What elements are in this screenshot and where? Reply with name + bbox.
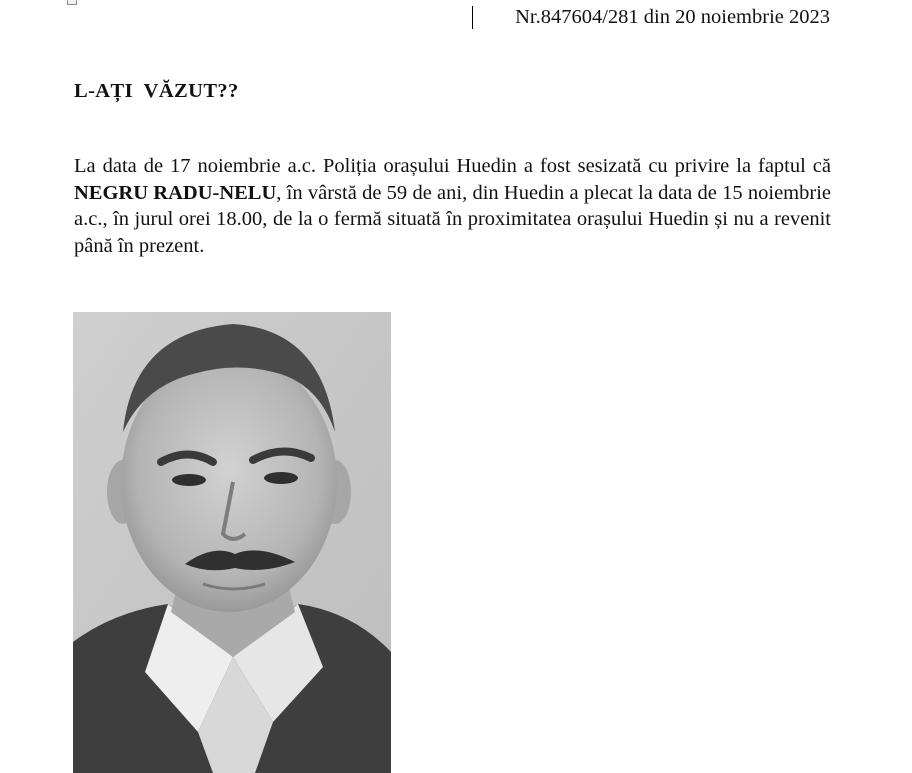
description-details: , în vârstă de 59 de ani, din Huedin a plecat la data de 15 noiembrie a.c., în jurul orei 18.00, de la o fermă situată în proximitatea orașului Huedin și nu a revenit până în prezent. — [74, 181, 831, 257]
document-reference-number: Nr.847604/281 din 20 noiembrie 2023 — [515, 6, 830, 28]
missing-person-photo — [73, 312, 391, 773]
text-cursor — [472, 6, 473, 29]
page-title: L-AȚI VĂZUT?? — [74, 80, 239, 102]
page-corner-marker-icon — [67, 0, 77, 5]
description-intro: La data de 17 noiembrie a.c. Poliția orașului Huedin a fost sesizată cu privire la faptul că — [74, 155, 831, 177]
person-name: NEGRU RADU-NELU — [74, 181, 277, 204]
missing-person-description — [74, 153, 831, 259]
portrait-photo-icon — [73, 312, 391, 773]
